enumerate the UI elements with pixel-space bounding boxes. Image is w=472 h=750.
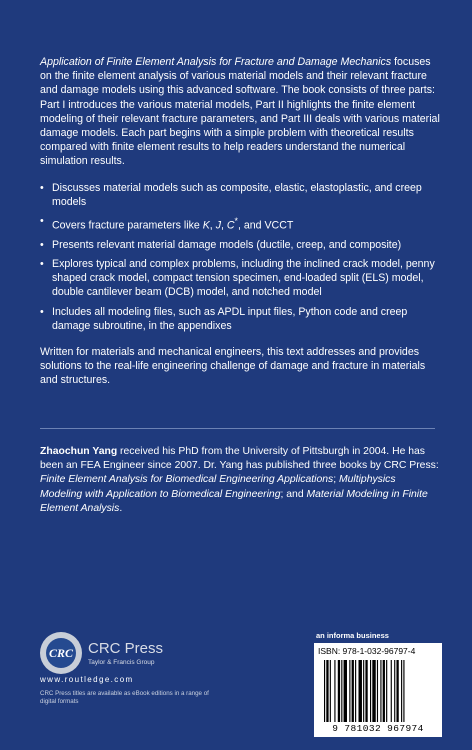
barcode-bar xyxy=(391,660,392,722)
informa-tagline: an informa business xyxy=(316,631,389,640)
barcode-bar xyxy=(359,660,362,722)
ebook-note: CRC Press titles are available as eBook editions in a range of digital formats xyxy=(40,690,209,705)
barcode-digits: 9 781032 967974 xyxy=(332,723,424,734)
barcode-bar xyxy=(372,660,375,722)
book-title: Application of Finite Element Analysis for Fracture and Damage Mechanics xyxy=(40,56,392,68)
barcode-bar xyxy=(341,660,342,722)
barcode-bar xyxy=(380,660,381,722)
barcode-bar xyxy=(352,660,354,722)
barcode-bar xyxy=(355,660,356,722)
barcode-bar xyxy=(349,660,350,722)
crc-badge-icon: CRC xyxy=(40,632,82,674)
barcode-bar xyxy=(330,660,331,722)
section-divider xyxy=(40,428,435,429)
barcode-bar xyxy=(403,660,404,722)
bullet-fracture-parameters: • Covers fracture parameters like K, J, C*, and VCCT xyxy=(40,214,440,233)
barcode-bar xyxy=(386,660,387,722)
barcode-bar xyxy=(338,660,340,722)
barcode-bar xyxy=(377,660,378,722)
author-name: Zhaochun Yang xyxy=(40,446,118,457)
publisher-group: Taylor & Francis Group xyxy=(88,659,155,666)
barcode-bar xyxy=(326,660,328,722)
barcode-bar xyxy=(365,660,367,722)
book-title-2: Multiphysics Modeling with Application to Biomedical Engineering xyxy=(40,474,396,500)
isbn-label: ISBN: 978-1-032-96797-4 xyxy=(318,646,416,656)
publisher-url: www.routledge.com xyxy=(40,675,134,684)
barcode-bar xyxy=(383,660,385,722)
barcode-bar xyxy=(396,660,398,722)
closing-paragraph: Written for materials and mechanical engineers, this text addresses and provides solutions to the real-life engineering challenge of damage and fracture in materials and structures. xyxy=(40,345,426,387)
barcode-bar xyxy=(344,660,347,722)
barcode-bar xyxy=(334,660,335,722)
intro-paragraph xyxy=(40,55,440,169)
bullet-modeling-files: • Includes all modeling files, such as APDL input files, Python code and creep damage subroutine, in the appendixes xyxy=(40,305,440,333)
barcode-bar xyxy=(401,660,402,722)
bullet-problems: • Explores typical and complex problems, including the inclined crack model, penny shaped crack model, compact tension specimen, end-loaded split (ELS) model, double cantilever beam (DCB) model, and notched model xyxy=(40,257,440,300)
barcode-bar xyxy=(394,660,395,722)
intro-text: focuses on the finite element analysis of various material models and their relevant fracture and damage models using this advanced software. The book consists of three parts: Part I introduces the various material models, Part II highlights the finite element modeling of their relevant fracture parameters, and Part III deals with various material damage models. Each part begins with a simple problem with theoretical results compared with finite element results to help readers understand the numerical simulation results. xyxy=(40,56,440,168)
author-bio: Zhaochun Yang received his PhD from the University of Pittsburgh in 2004. He has been an FEA Engineer since 2007. Dr. Yang has published three books by CRC Press: Finite Element Analysis for Biomedical Engineering Applications; Multiphysics Modeling with Application to Biomedical Engineering; and Material Modeling in Finite Element Analysis. xyxy=(40,446,439,514)
feature-list xyxy=(40,181,440,333)
book-title-1: Finite Element Analysis for Biomedical Engineering Applications xyxy=(40,474,334,486)
barcode-bar xyxy=(370,660,371,722)
publisher-name: CRC Press xyxy=(88,640,164,657)
back-cover-description xyxy=(40,55,440,403)
bullet-damage-models: • Presents relevant material damage models (ductile, creep, and composite) xyxy=(40,238,440,252)
bullet-material-models: • Discusses material models such as composite, elastic, elastoplastic, and creep models xyxy=(40,181,440,209)
barcode-bars xyxy=(324,660,432,722)
barcode-bar xyxy=(324,660,325,722)
book-title-3: Material Modeling in Finite Element Analysis xyxy=(40,488,428,514)
barcode-bar xyxy=(363,660,364,722)
barcode xyxy=(314,643,442,737)
